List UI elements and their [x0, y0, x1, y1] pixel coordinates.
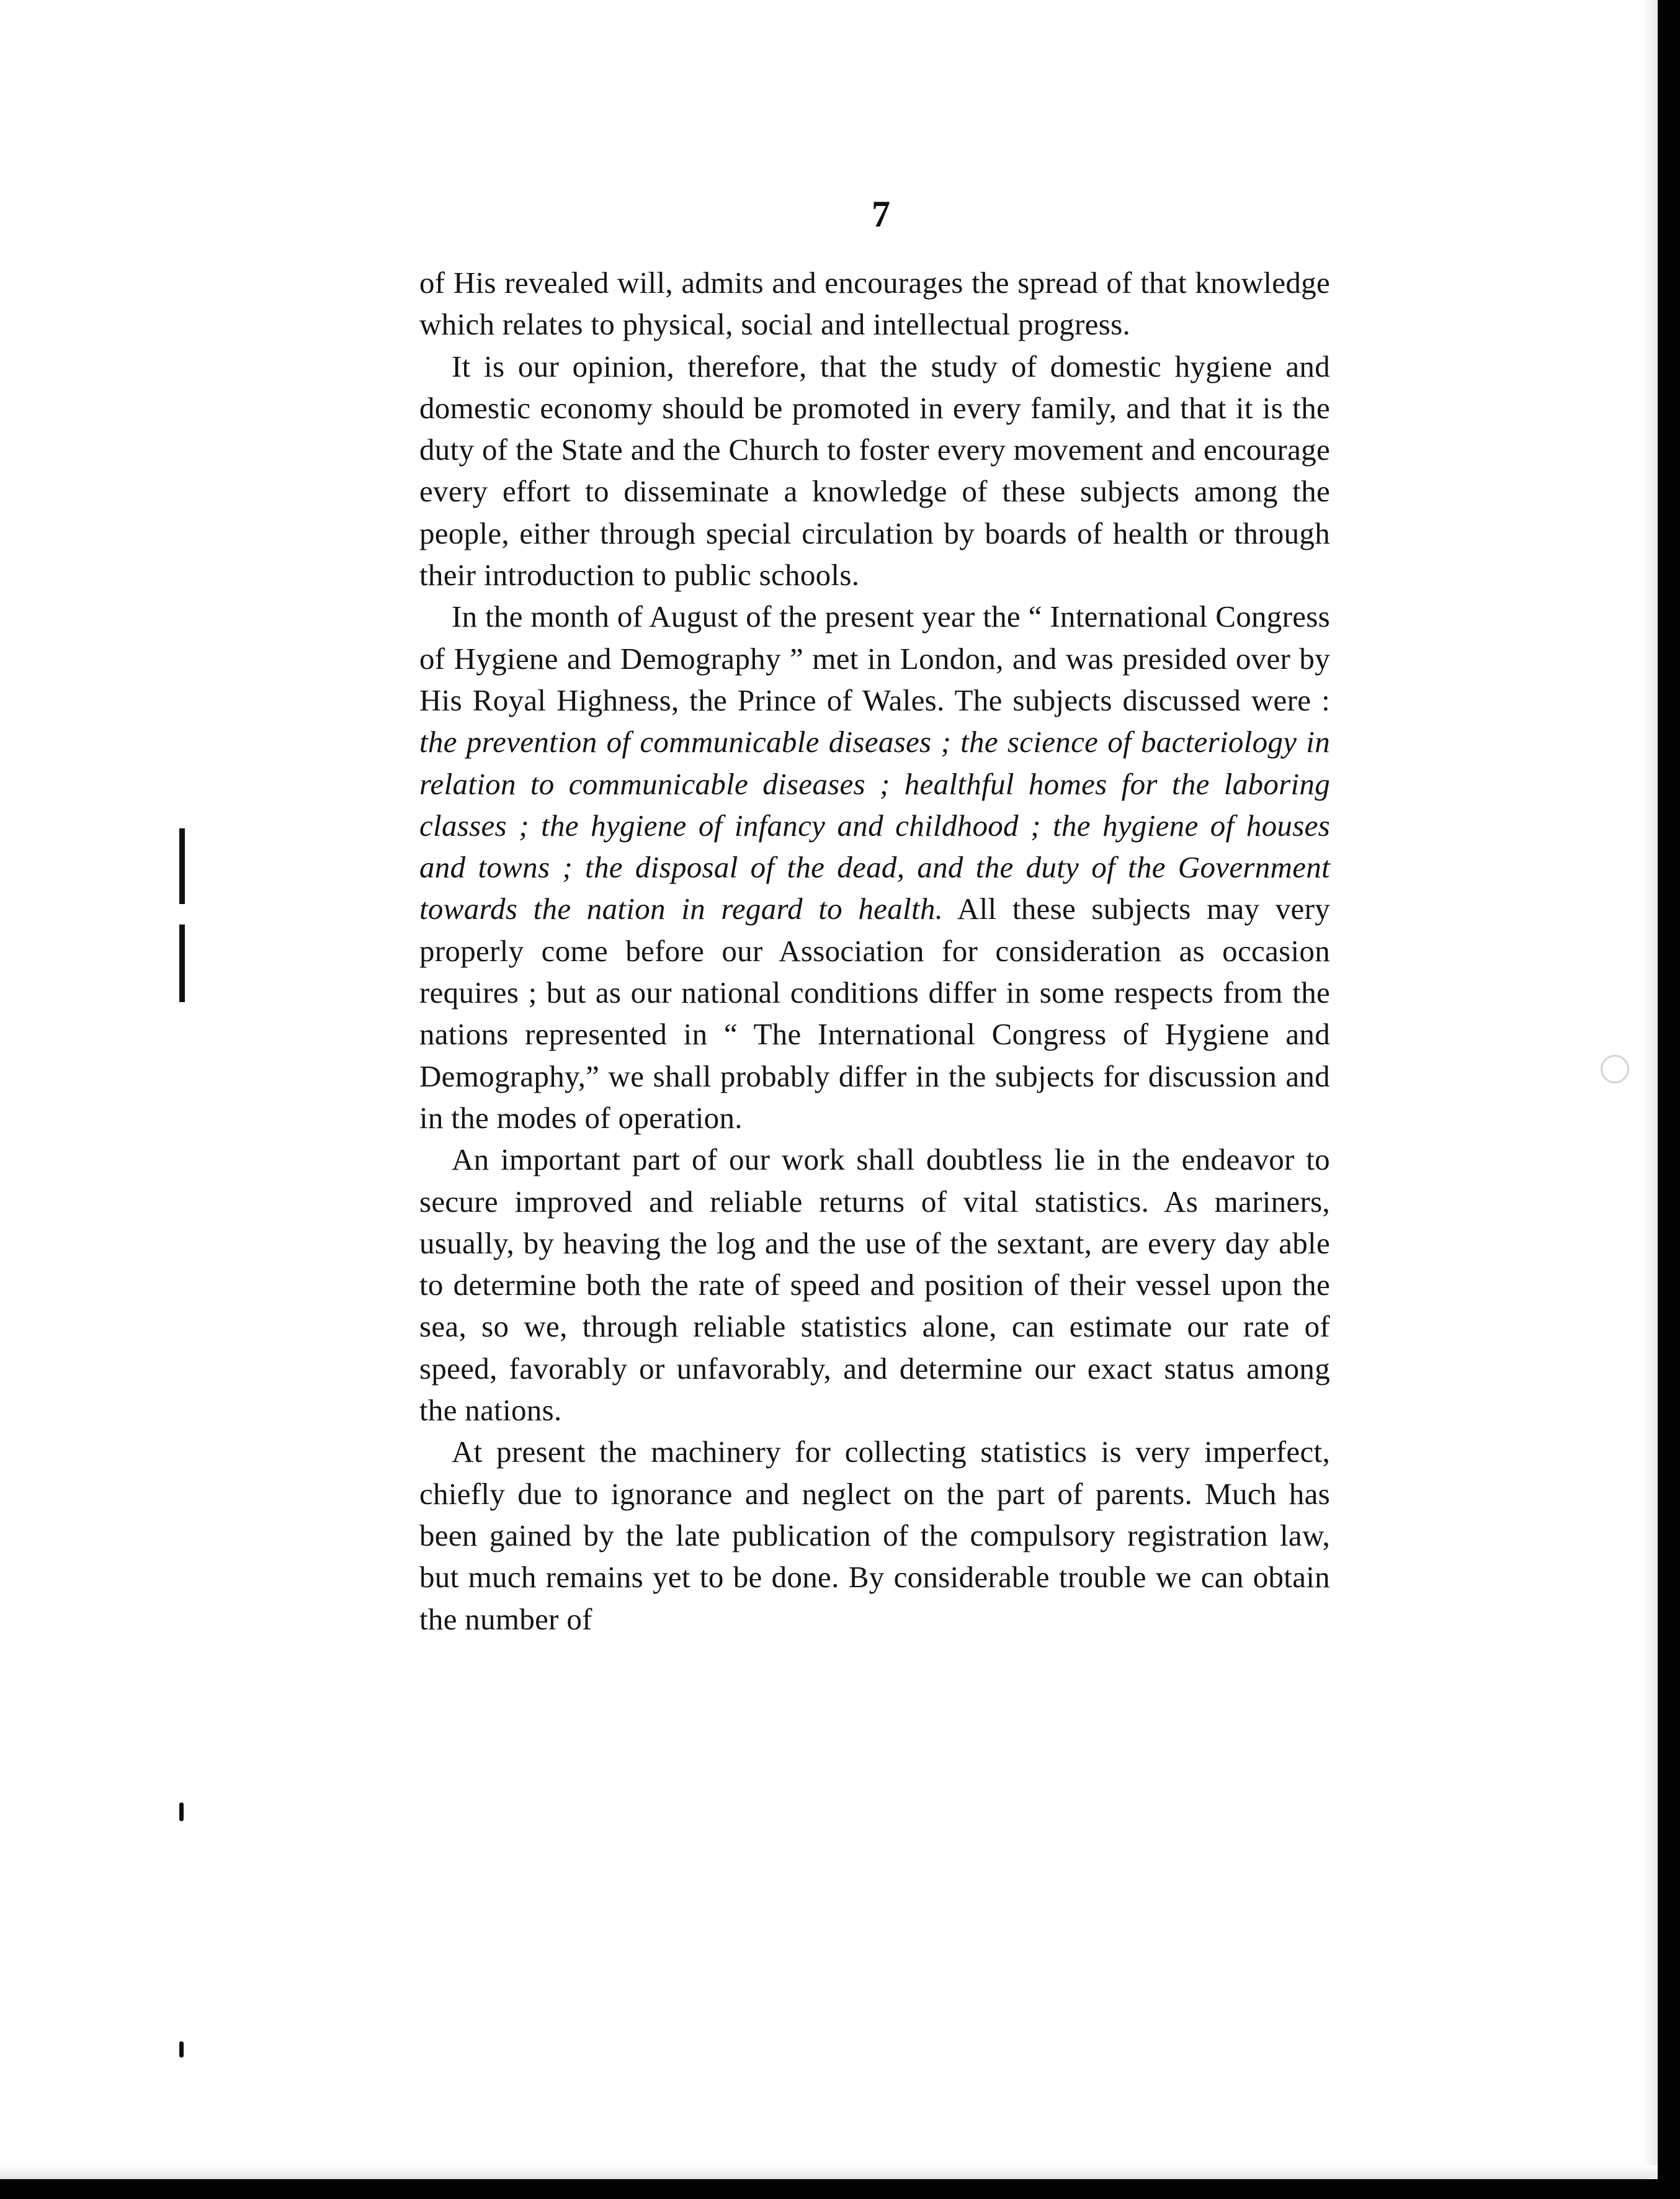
body-text [419, 262, 1330, 1640]
page-bottom-edge [0, 2165, 1658, 2179]
page-number: 7 [872, 194, 890, 235]
paragraph-3-conclusion: All these subjects may very properly come before our Association for consideration as occasion requires ; but as our national conditions differ in some respects from the nations represented in “ The International Congress of Hygiene and Demography,” we shall probably differ in the subjects for discussion and in the modes of operation. [419, 892, 1331, 1135]
margin-mark-dot-1 [179, 1803, 184, 1821]
paragraph-3 [419, 596, 1330, 1139]
margin-mark-bar-1 [179, 828, 185, 904]
dust-spot [1601, 1055, 1629, 1083]
page-right-edge [1643, 0, 1658, 2179]
paragraph-5: At present the machinery for collecting statistics is very imperfect, chiefly due to ignorance and neglect on the part of parents. Much has been gained by the late publication of the compulsory registration law, but much remains yet to be done. By considerable trouble we can obtain the number of [419, 1435, 1330, 1636]
paragraph-1: of His revealed will, admits and encourages the spread of that knowledge which relates to physical, social and intellectual progress. [419, 266, 1330, 342]
paragraph-3-intro: In the month of August of the present year the “ International Congress of Hygiene and Demography ” met in London, and was presided over by His Royal Highness, the Prince of Wales. The subjects discussed were : [419, 599, 1330, 717]
paragraph-2: It is our opinion, therefore, that the study of domestic hygiene and domestic economy should be promoted in every family, and that it is the duty of the State and the Church to foster every movement and encourage every effort to disseminate a knowledge of these subjects among the people, either through special circulation by boards of health or through their introduction to public schools. [419, 349, 1330, 593]
margin-mark-dot-2 [179, 2041, 184, 2058]
margin-mark-bar-2 [179, 925, 185, 1002]
paragraph-3-subjects-list: the prevention of communicable diseases ; the science of bacteriology in relation to communicable diseases ; healthful homes for the laboring classes ; the hygiene of infancy and childhood ; the hygiene of houses and towns ; the disposal of the dead, and the duty of the Government towards the nation in regard to health. [419, 725, 1330, 926]
paragraph-4: An important part of our work shall doubtless lie in the endeavor to secure improved and reliable returns of vital statistics. As mariners, usually, by heaving the log and the use of the sextant, are every day able to determine both the rate of speed and position of their vessel upon the sea, so we, through reliable statistics alone, can estimate our rate of speed, favorably or unfavorably, and determine our exact status among the nations. [419, 1142, 1330, 1428]
